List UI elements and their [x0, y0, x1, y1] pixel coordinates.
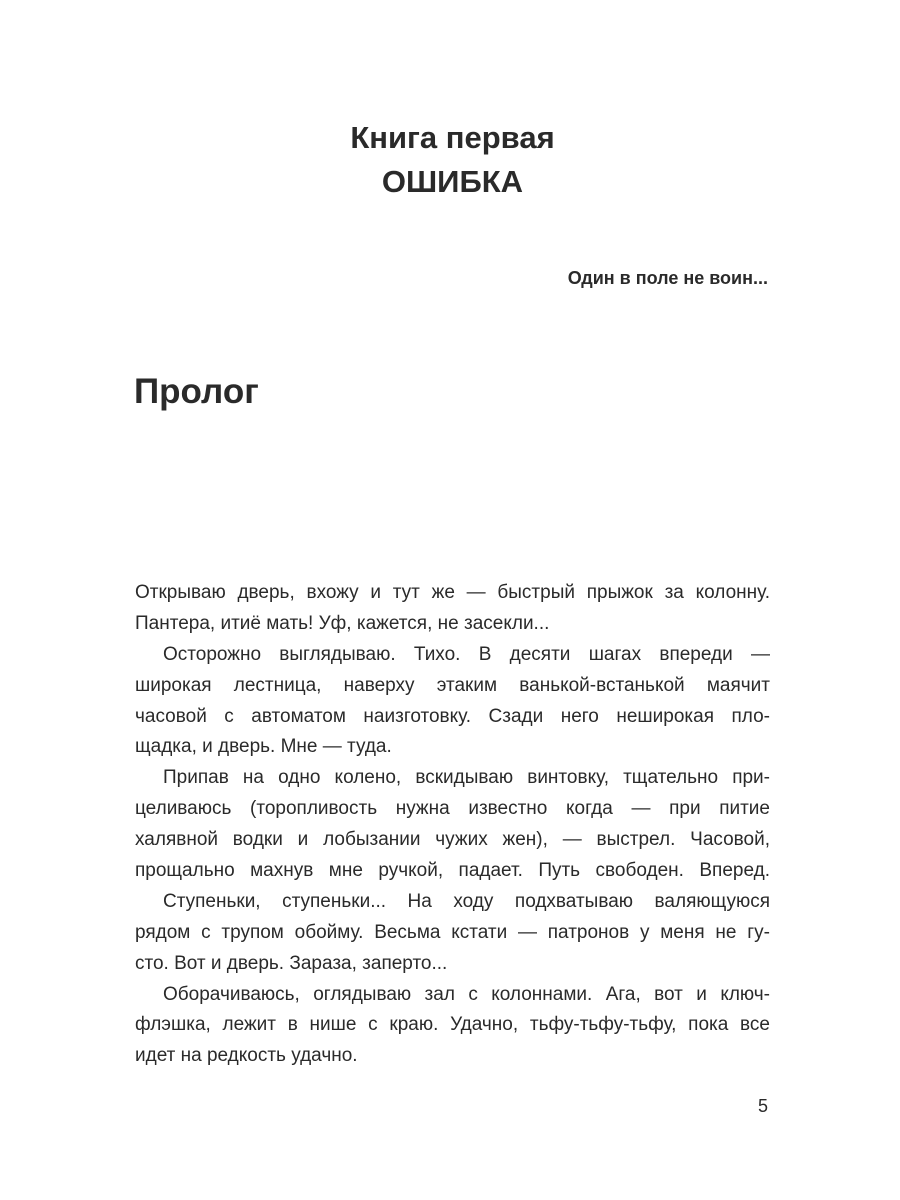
text-line: Ступеньки, ступеньки... На ходу подхватываю валяющуюся — [163, 890, 770, 912]
text-line: сто. Вот и дверь. Зараза, заперто... — [135, 952, 448, 974]
book-label: Книга первая — [350, 120, 555, 155]
body-text — [135, 578, 770, 1072]
text-line: часовой с автоматом наизготовку. Сзади него неширокая пло- — [135, 705, 770, 727]
book-title — [0, 116, 900, 204]
text-line: Осторожно выглядываю. Тихо. В десяти шагах впереди — — [163, 643, 770, 665]
epigraph: Один в поле не воин... — [567, 268, 768, 288]
text-line: щадка, и дверь. Мне — туда. — [135, 736, 392, 758]
text-line: халявной водки и лобызании чужих жен), — выстрел. Часовой, — [135, 829, 770, 851]
text-line: Оборачиваюсь, оглядываю зал с колоннами. Ага, вот и ключ- — [163, 983, 770, 1005]
text-line: целиваюсь (торопливость нужна известно когда — при питие — [135, 798, 770, 820]
text-line: прощально махнув мне ручкой, падает. Путь свободен. Вперед. — [135, 860, 770, 882]
text-line: широкая лестница, наверху этаким ванькой-встанькой маячит — [135, 674, 770, 696]
book-name: ОШИБКА — [381, 164, 524, 199]
text-line: идет на редкость удачно. — [135, 1045, 358, 1067]
text-line: флэшка, лежит в нише с краю. Удачно, тьфу-тьфу-тьфу, пока все — [135, 1014, 770, 1036]
text-line: рядом с трупом обойму. Весьма кстати — патронов у меня не гу- — [135, 921, 770, 943]
page-number: 5 — [758, 1096, 769, 1116]
chapter-title: Пролог — [134, 372, 259, 411]
text-line: Припав на одно колено, вскидываю винтовку, тщательно при- — [163, 767, 770, 789]
text-line: Пантера, итиё мать! Уф, кажется, не засекли... — [135, 612, 550, 634]
text-line: Открываю дверь, вхожу и тут же — быстрый прыжок за колонну. — [135, 582, 770, 603]
